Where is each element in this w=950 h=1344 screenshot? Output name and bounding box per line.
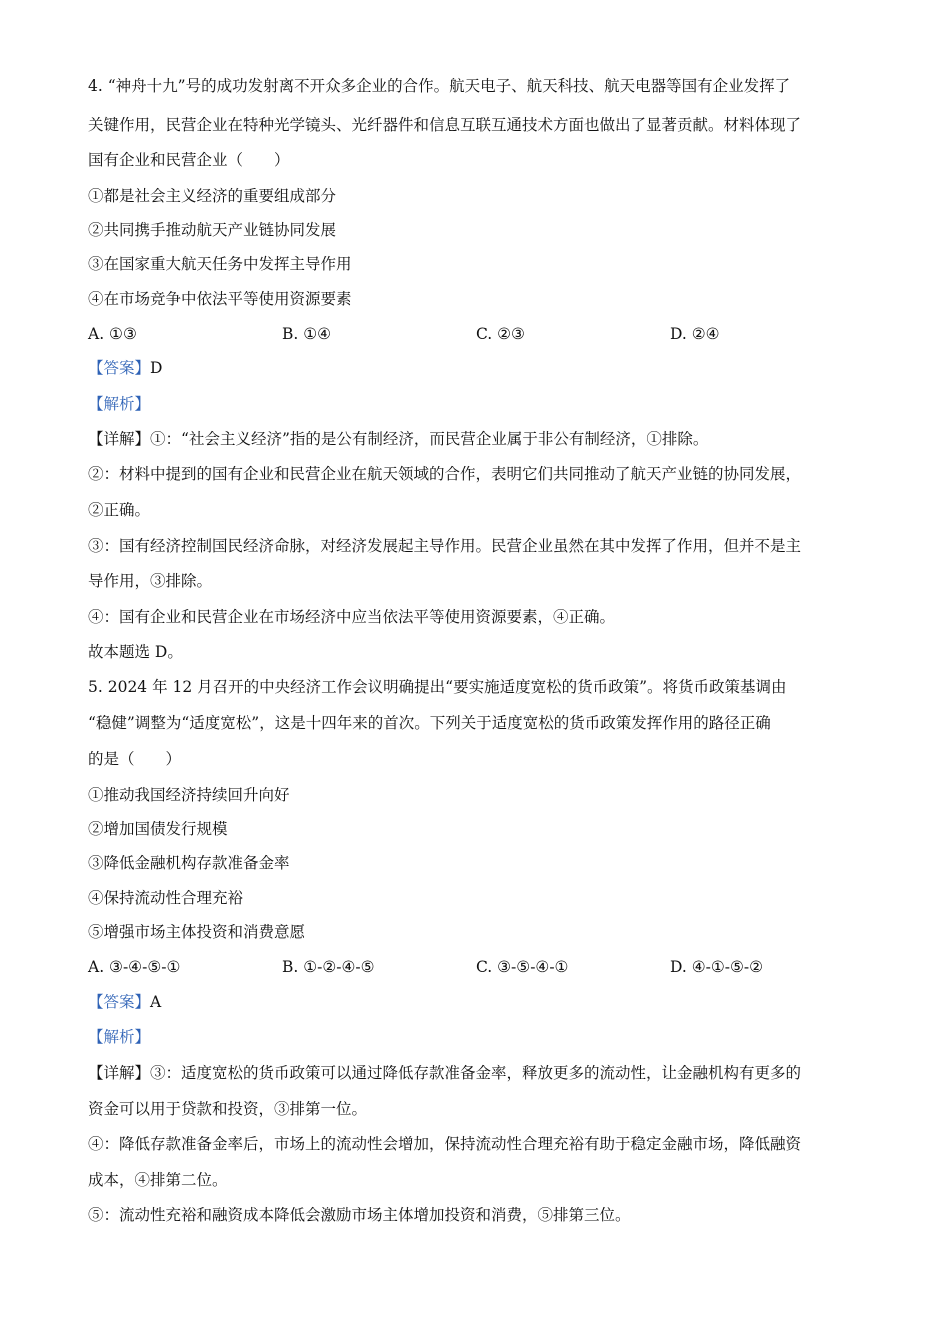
q4-answer <box>88 358 880 378</box>
q4-detail-line <box>88 429 880 449</box>
q4-option-a: A. ①③ <box>88 325 137 343</box>
q5-analysis-label: 【解析】 <box>88 1028 151 1046</box>
q4-option-d: D. ②④ <box>670 325 720 343</box>
q5-answer <box>88 992 880 1012</box>
q4-analysis-label: 【解析】 <box>88 395 151 413</box>
q4-item: ②共同携手推动航天产业链协同发展 <box>88 221 337 239</box>
q5-option-a: A. ③-④-⑤-① <box>88 958 181 976</box>
q5-item: ⑤增强市场主体投资和消费意愿 <box>88 923 306 941</box>
q4-item: ③在国家重大航天任务中发挥主导作用 <box>88 255 352 273</box>
q5-stem-line: “稳健”调整为“适度宽松”，这是十四年来的首次。下列关于适度宽松的货币政策发挥作用的路径正确 <box>88 714 771 732</box>
q4-detail-line: ②正确。 <box>88 501 151 519</box>
q5-detail-line: 资金可以用于贷款和投资，③排第一位。 <box>88 1100 368 1118</box>
answer-label: 【答案】 <box>88 359 151 377</box>
q4-option-b: B. ①④ <box>282 325 332 343</box>
q4-detail-line: 故本题选 D。 <box>88 643 183 661</box>
answer-label: 【答案】 <box>88 993 151 1011</box>
q4-stem-line: 4. “神舟十九”号的成功发射离不开众多企业的合作。航天电子、航天科技、航天电器等国有企业发挥了 <box>88 77 791 95</box>
q5-stem-line: 的是（ ） <box>88 750 182 768</box>
q4-item: ④在市场竞争中依法平等使用资源要素 <box>88 290 352 308</box>
q5-item: ③降低金融机构存款准备金率 <box>88 854 290 872</box>
q5-detail-line: ⑤：流动性充裕和融资成本降低会激励市场主体增加投资和消费，⑤排第三位。 <box>88 1206 631 1224</box>
q5-detail-line: ④：降低存款准备金率后，市场上的流动性会增加，保持流动性合理充裕有助于稳定金融市场，降低融资 <box>88 1135 802 1153</box>
detail-label: 【详解】 <box>88 1064 151 1082</box>
q4-option-c: C. ②③ <box>476 325 525 343</box>
q5-item: ②增加国债发行规模 <box>88 820 228 838</box>
q5-item: ①推动我国经济持续回升向好 <box>88 786 290 804</box>
q5-stem-line: 5. 2024 年 12 月召开的中央经济工作会议明确提出“要实施适度宽松的货币政策”。将货币政策基调由 <box>88 678 787 696</box>
q5-option-d: D. ④-①-⑤-② <box>670 958 764 976</box>
q5-option-c: C. ③-⑤-④-① <box>476 958 569 976</box>
q5-item: ④保持流动性合理充裕 <box>88 889 244 907</box>
answer-value: A <box>150 993 162 1011</box>
q4-detail-line: ④：国有企业和民营企业在市场经济中应当依法平等使用资源要素，④正确。 <box>88 608 616 626</box>
q4-detail-line: 导作用，③排除。 <box>88 572 213 590</box>
q4-stem-line: 关键作用，民营企业在特种光学镜头、光纤器件和信息互联互通技术方面也做出了显著贡献。材料体现了 <box>88 116 802 134</box>
q5-detail-line <box>88 1063 880 1083</box>
q4-detail-line: ②：材料中提到的国有企业和民营企业在航天领域的合作，表明它们共同推动了航天产业链的协同发展， <box>88 465 802 483</box>
detail-text: ①：“社会主义经济”指的是公有制经济，而民营企业属于非公有制经济，①排除。 <box>150 430 709 448</box>
q5-detail-line: 成本，④排第二位。 <box>88 1171 228 1189</box>
q5-option-b: B. ①-②-④-⑤ <box>282 958 375 976</box>
detail-text: ③：适度宽松的货币政策可以通过降低存款准备金率，释放更多的流动性，让金融机构有更多的 <box>150 1064 802 1082</box>
q4-detail-line: ③：国有经济控制国民经济命脉，对经济发展起主导作用。民营企业虽然在其中发挥了作用，但并不是主 <box>88 537 802 555</box>
answer-value: D <box>150 359 163 377</box>
q4-stem-line: 国有企业和民营企业（ ） <box>88 151 290 169</box>
q4-item: ①都是社会主义经济的重要组成部分 <box>88 187 337 205</box>
detail-label: 【详解】 <box>88 430 151 448</box>
